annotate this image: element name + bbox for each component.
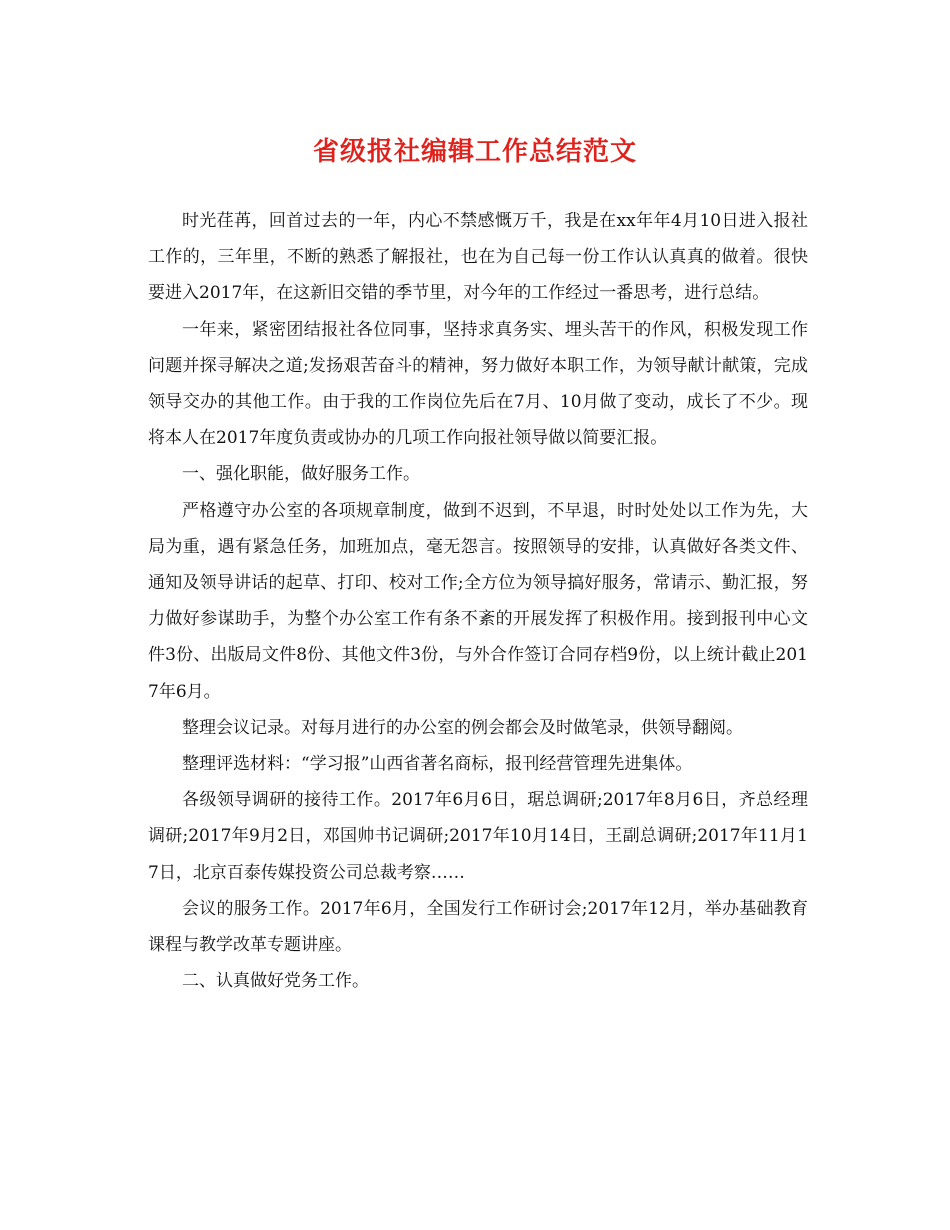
paragraph-rules: 严格遵守办公室的各项规章制度，做到不迟到，不早退，时时处处以工作为先，大局为重，遇有紧急任务，加班加点，毫无怨言。按照领导的安排，认真做好各类文件、通知及领导讲话的起草、打印、校对工作;全方位为领导搞好服务，常请示、勤汇报，努力做好参谋助手，为整个办公室工作有条不紊的开展发挥了积极作用。接到报刊中心文件3份、出版局文件8份、其他文件3份，与外合作签订合同存档9份，以上统计截止2017年6月。: [148, 500, 808, 702]
paragraph-reception: 各级领导调研的接待工作。2017年6月6日，琚总调研;2017年8月6日，齐总经理调研;2017年9月2日，邓国帅书记调研;2017年10月14日，王副总调研;2017年11月17日，北京百泰传媒投资公司总裁考察……: [148, 790, 808, 883]
paragraph-meeting-service: 会议的服务工作。2017年6月，全国发行工作研讨会;2017年12月，举办基础教育课程与教学改革专题讲座。: [148, 898, 808, 956]
document-body: [148, 203, 808, 999]
document-title: 省级报社编辑工作总结范文: [312, 137, 637, 167]
paragraph-overview: 一年来，紧密团结报社各位同事，坚持求真务实、埋头苦干的作风，积极发现工作问题并探寻解决之道;发扬艰苦奋斗的精神，努力做好本职工作，为领导献计献策，完成领导交办的其他工作。由于我的工作岗位先后在7月、10月做了变动，成长了不少。现将本人在2017年度负责或协办的几项工作向报社领导做以简要汇报。: [148, 319, 808, 449]
paragraph-intro: 时光荏苒，回首过去的一年，内心不禁感慨万千，我是在xx年年4月10日进入报社工作的，三年里，不断的熟悉了解报社，也在为自己每一份工作认认真真的做着。很快要进入2017年，在这新旧交错的季节里，对今年的工作经过一番思考，进行总结。: [148, 211, 808, 304]
section-heading-2: 二、认真做好党务工作。: [182, 971, 369, 992]
section-heading-1: 一、强化职能，做好服务工作。: [182, 464, 420, 485]
paragraph-evaluation: 整理评选材料：“学习报”山西省著名商标，报刊经营管理先进集体。: [182, 754, 693, 775]
paragraph-meeting-records: 整理会议记录。对每月进行的办公室的例会都会及时做笔录，供领导翻阅。: [182, 717, 743, 738]
